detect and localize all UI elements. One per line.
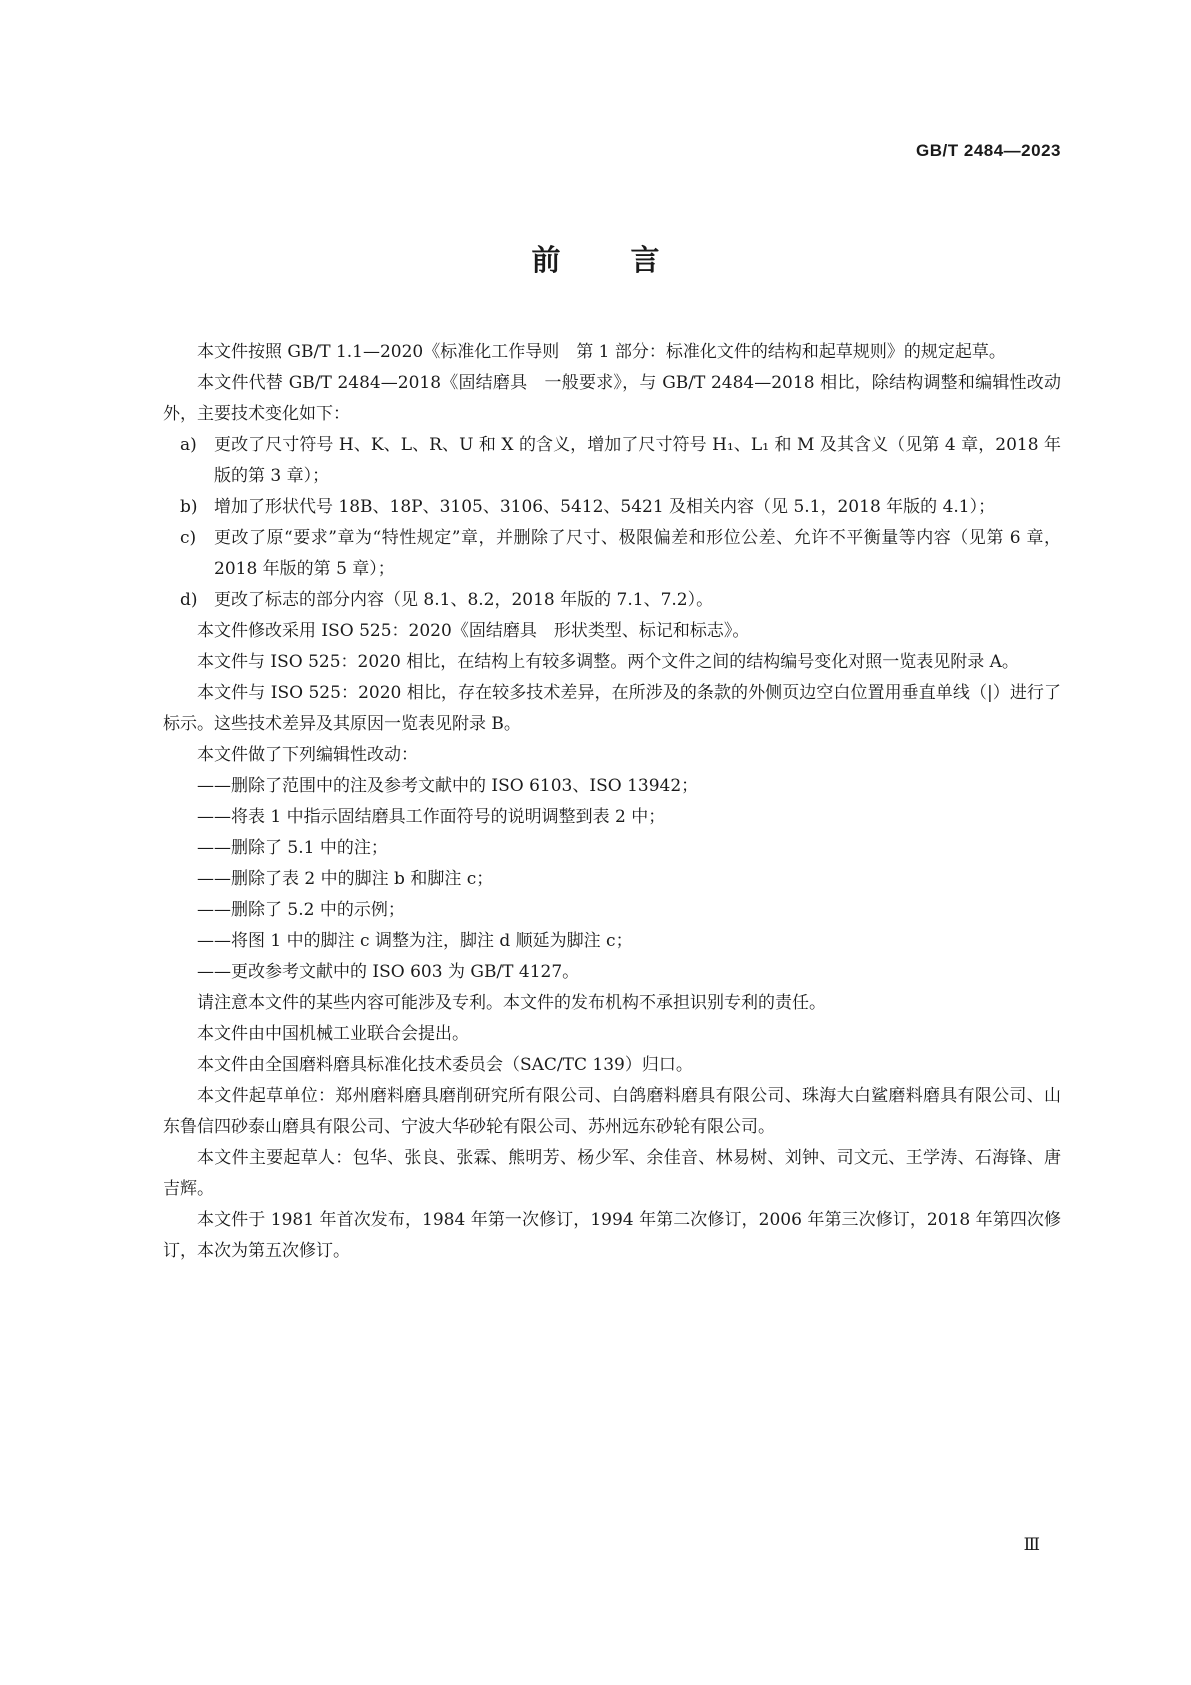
dash-list-item: ——删除了范围中的注及参考文献中的 ISO 6103、ISO 13942； [197, 776, 699, 796]
standard-number: GB/T 2484—2023 [916, 141, 1061, 160]
list-item-text: 增加了形状代号 18B、18P、3105、3106、5412、5421 及相关内容（见 5.1，2018 年版的 4.1）； [214, 497, 996, 517]
list-item-label: d) [180, 590, 198, 610]
list-item [163, 523, 1061, 585]
paragraph: 本文件与 ISO 525：2020 相比，在结构上有较多调整。两个文件之间的结构编号变化对照一览表见附录 A。 [197, 652, 1019, 672]
dash-list-item: ——删除了 5.1 中的注； [197, 838, 388, 858]
technical-changes-list [163, 430, 1061, 616]
paragraph: 本文件于 1981 年首次发布，1984 年第一次修订，1994 年第二次修订，2006 年第三次修订，2018 年第四次修订，本次为第五次修订。 [163, 1210, 1061, 1261]
editorial-changes-list [163, 771, 1061, 988]
paragraph: 本文件起草单位：郑州磨料磨具磨削研究所有限公司、白鸽磨料磨具有限公司、珠海大白鲨磨料磨具有限公司、山东鲁信四砂泰山磨具有限公司、宁波大华砂轮有限公司、苏州远东砂轮有限公司。 [163, 1086, 1061, 1137]
list-item [163, 492, 1061, 523]
list-item-text: 更改了尺寸符号 H、K、L、R、U 和 X 的含义，增加了尺寸符号 H₁、L₁ 和 M 及其含义（见第 4 章，2018 年版的第 3 章）； [214, 435, 1061, 486]
list-item-label: c) [180, 528, 197, 548]
dash-list-item: ——删除了 5.2 中的示例； [197, 900, 405, 920]
paragraph: 本文件按照 GB/T 1.1—2020《标准化工作导则 第 1 部分：标准化文件的结构和起草规则》的规定起草。 [197, 342, 1006, 362]
paragraph: 本文件主要起草人：包华、张良、张霖、熊明芳、杨少军、余佳音、林易树、刘钟、司文元、王学涛、石海锋、唐吉辉。 [163, 1148, 1061, 1199]
list-item [163, 430, 1061, 492]
dash-list-item: ——将图 1 中的脚注 c 调整为注，脚注 d 顺延为脚注 c； [197, 931, 633, 951]
dash-list-item: ——将表 1 中指示固结磨具工作面符号的说明调整到表 2 中； [197, 807, 666, 827]
paragraph: 本文件与 ISO 525：2020 相比，存在较多技术差异，在所涉及的条款的外侧页边空白位置用垂直单线（|）进行了标示。这些技术差异及其原因一览表见附录 B。 [163, 683, 1061, 734]
paragraph: 本文件代替 GB/T 2484—2018《固结磨具 一般要求》，与 GB/T 2484—2018 相比，除结构调整和编辑性改动外，主要技术变化如下： [163, 373, 1061, 424]
list-item-text: 更改了标志的部分内容（见 8.1、8.2，2018 年版的 7.1、7.2）。 [214, 590, 714, 610]
foreword-body [163, 337, 1061, 1267]
list-item [163, 585, 1061, 616]
list-item-text: 更改了原“要求”章为“特性规定”章，并删除了尺寸、极限偏差和形位公差、允许不平衡量等内容（见第 6 章，2018 年版的第 5 章）； [214, 528, 1061, 579]
paragraph: 本文件由全国磨料磨具标准化技术委员会（SAC/TC 139）归口。 [197, 1055, 693, 1075]
paragraph: 本文件由中国机械工业联合会提出。 [197, 1024, 469, 1044]
paragraph: 本文件做了下列编辑性改动： [197, 745, 418, 765]
page-title: 前 言 [531, 243, 660, 277]
paragraph: 请注意本文件的某些内容可能涉及专利。本文件的发布机构不承担识别专利的责任。 [197, 993, 826, 1013]
dash-list-item: ——更改参考文献中的 ISO 603 为 GB/T 4127。 [197, 962, 580, 982]
dash-list-item: ——删除了表 2 中的脚注 b 和脚注 c； [197, 869, 494, 889]
list-item-label: b) [180, 497, 198, 517]
list-item-label: a) [180, 435, 197, 455]
paragraph: 本文件修改采用 ISO 525：2020《固结磨具 形状类型、标记和标志》。 [197, 621, 750, 641]
page-number: Ⅲ [1023, 1535, 1040, 1555]
